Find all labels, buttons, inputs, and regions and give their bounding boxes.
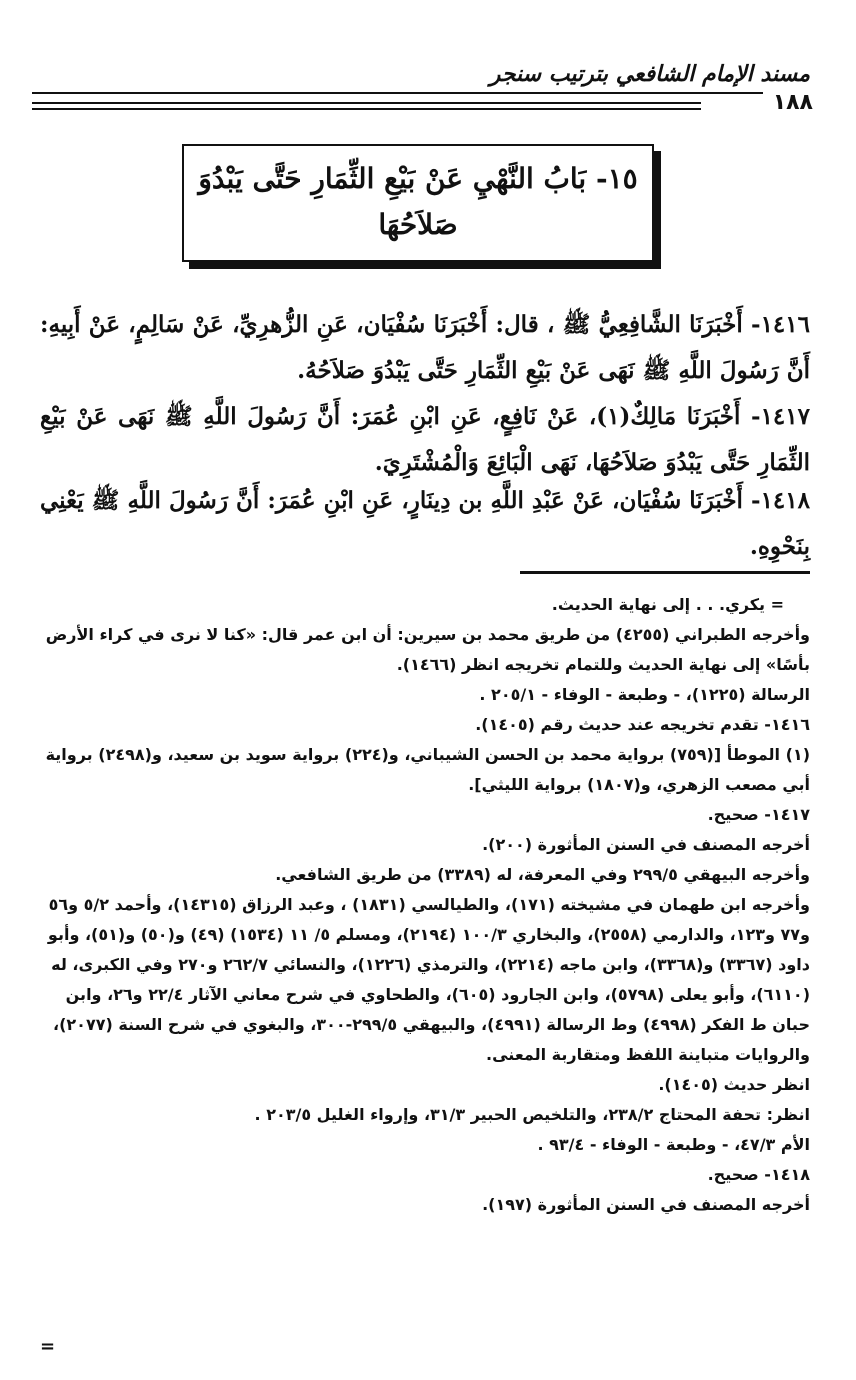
footnote-line: انظر حديث (١٤٠٥). [658,1075,810,1094]
chapter-title: ١٥- بَابُ النَّهْيِ عَنْ بَيْعِ الثِّمَارِ حَتَّى يَبْدُوَ صَلاَحُهَا [198,162,638,241]
footnote-line: وأخرجه ابن طهمان في مشيخته (١٧١)، والطيالسي (١٨٣١) ، وعبد الرزاق (١٤٣١٥)، وأحمد ٥/٢ و٥٦ و٧٧ و١٢٣، والدارمي (٢٥٥٨)، والبخاري ١٠٠/٣ (٢١٩٤)، ومسلم ٥/ ١١ (١٥٣٤) (٤٩) و(٥٠) و(٥١)، وأبو داود (٣٣٦٧) و(٣٣٦٨)، وابن ماجه (٢٢١٤)، والترمذي (١٢٢٦)، والنسائي ٢٦٢/٧ و٢٧٠ وفي الكبرى، له (٦١١٠)، وأبو يعلى (٥٧٩٨)، وابن الجارود (٦٠٥)، والطحاوي في شرح معاني الآثار ٢٢/٤ و٢٦، وابن حبان ط الفكر (٤٩٩٨) وط الرسالة (٤٩٩١)، والبيهقي ٢٩٩/٥-٣٠٠، والبغوي في شرح السنة (٢٠٧٧)، والروايات متباينة اللفظ ومتقاربة المعنى. [47,895,810,1064]
footnote-line: أخرجه المصنف في السنن المأثورة (١٩٧). [482,1195,810,1214]
footnote-line: أخرجه المصنف في السنن المأثورة (٢٠٠). [482,835,810,854]
hadith-text: أَخْبَرَنَا الشَّافِعِيُّ ﷺ ، قال: أَخْبَرَنَا سُفْيَان، عَنِ الزُّهرِيِّ، عَنْ سَالِمٍ، عَنْ أَبِيهِ: أَنَّ رَسُولَ اللَّهِ ﷺ نَهَى عَنْ بَيْعِ الثِّمَارِ حَتَّى يَبْدُوَ صَلاَحُهُ. [40,311,810,384]
page-number-row [32,92,813,118]
footnote-line: وأخرجه البيهقي ٢٩٩/٥ وفي المعرفة، له (٣٣٨٩) من طريق الشافعي. [275,865,810,884]
footnote-line: ١٤١٧- صحيح. [707,805,810,824]
hadith-number: ١٤١٨- [751,487,810,514]
hadith-1417 [40,394,810,486]
footnote-line: انظر: تحفة المحتاج ٢٣٨/٢، والتلخيص الحبير ٣١/٣، وإرواء الغليل ٢٠٣/٥ . [254,1105,810,1124]
hadith-number: ١٤١٦- [751,311,810,338]
footnote-line: (١) الموطأ [(٧٥٩) برواية محمد بن الحسن الشيباني، و(٢٢٤) برواية سويد بن سعيد، و(٢٤٩٨) برواية أبي مصعب الزهري، و(١٨٠٧) برواية الليثي]. [45,745,810,794]
chapter-heading-box [182,144,654,262]
running-title: مسند الإمام الشافعي بترتيب سنجر [489,62,810,87]
footnote-line: = يكري. . . إلى نهاية الحديث. [551,595,784,614]
footnotes [36,590,810,1220]
hadith-text: أَخْبَرَنَا مَالِكٌ(١)، عَنْ نَافِعٍ، عَنِ ابْنِ عُمَرَ: أَنَّ رَسُولَ اللَّهِ ﷺ نَهَى عَنْ بَيْعِ الثِّمَارِ حَتَّى يَبْدُوَ صَلاَحُهَا، نَهَى الْبَائِعَ وَالْمُشْتَرِيَ. [40,403,810,476]
continuation-mark: = [40,1336,56,1357]
hadith-1416 [40,302,810,394]
footnote-line: وأخرجه الطبراني (٤٢٥٥) من طريق محمد بن سيرين: أن ابن عمر قال: «كنا لا نرى في كراء الأرض بأسًا» إلى نهاية الحديث وللتمام تخريجه انظر (١٤٦٦). [45,625,810,674]
page-number: ١٨٨ [763,90,813,116]
double-rule [32,102,701,110]
footnote-line: الرسالة (١٢٢٥)، - وطبعة - الوفاء - ٢٠٥/١ . [479,685,810,704]
footnote-line: الأم ٤٧/٣، - وطبعة - الوفاء - ٩٣/٤ . [537,1135,810,1154]
hadith-1418 [40,478,810,570]
footnote-line: ١٤١٨- صحيح. [707,1165,810,1184]
hadith-text: أَخْبَرَنَا سُفْيَان، عَنْ عَبْدِ اللَّهِ بن دِينَارٍ، عَنِ ابْنِ عُمَرَ: أَنَّ رَسُولَ اللَّهِ ﷺ يَعْنِي بِنَحْوِهِ. [40,487,810,560]
hadith-number: ١٤١٧- [751,403,810,430]
footnote-line: ١٤١٦- تقدم تخريجه عند حديث رقم (١٤٠٥). [475,715,810,734]
footnote-separator [520,571,810,574]
